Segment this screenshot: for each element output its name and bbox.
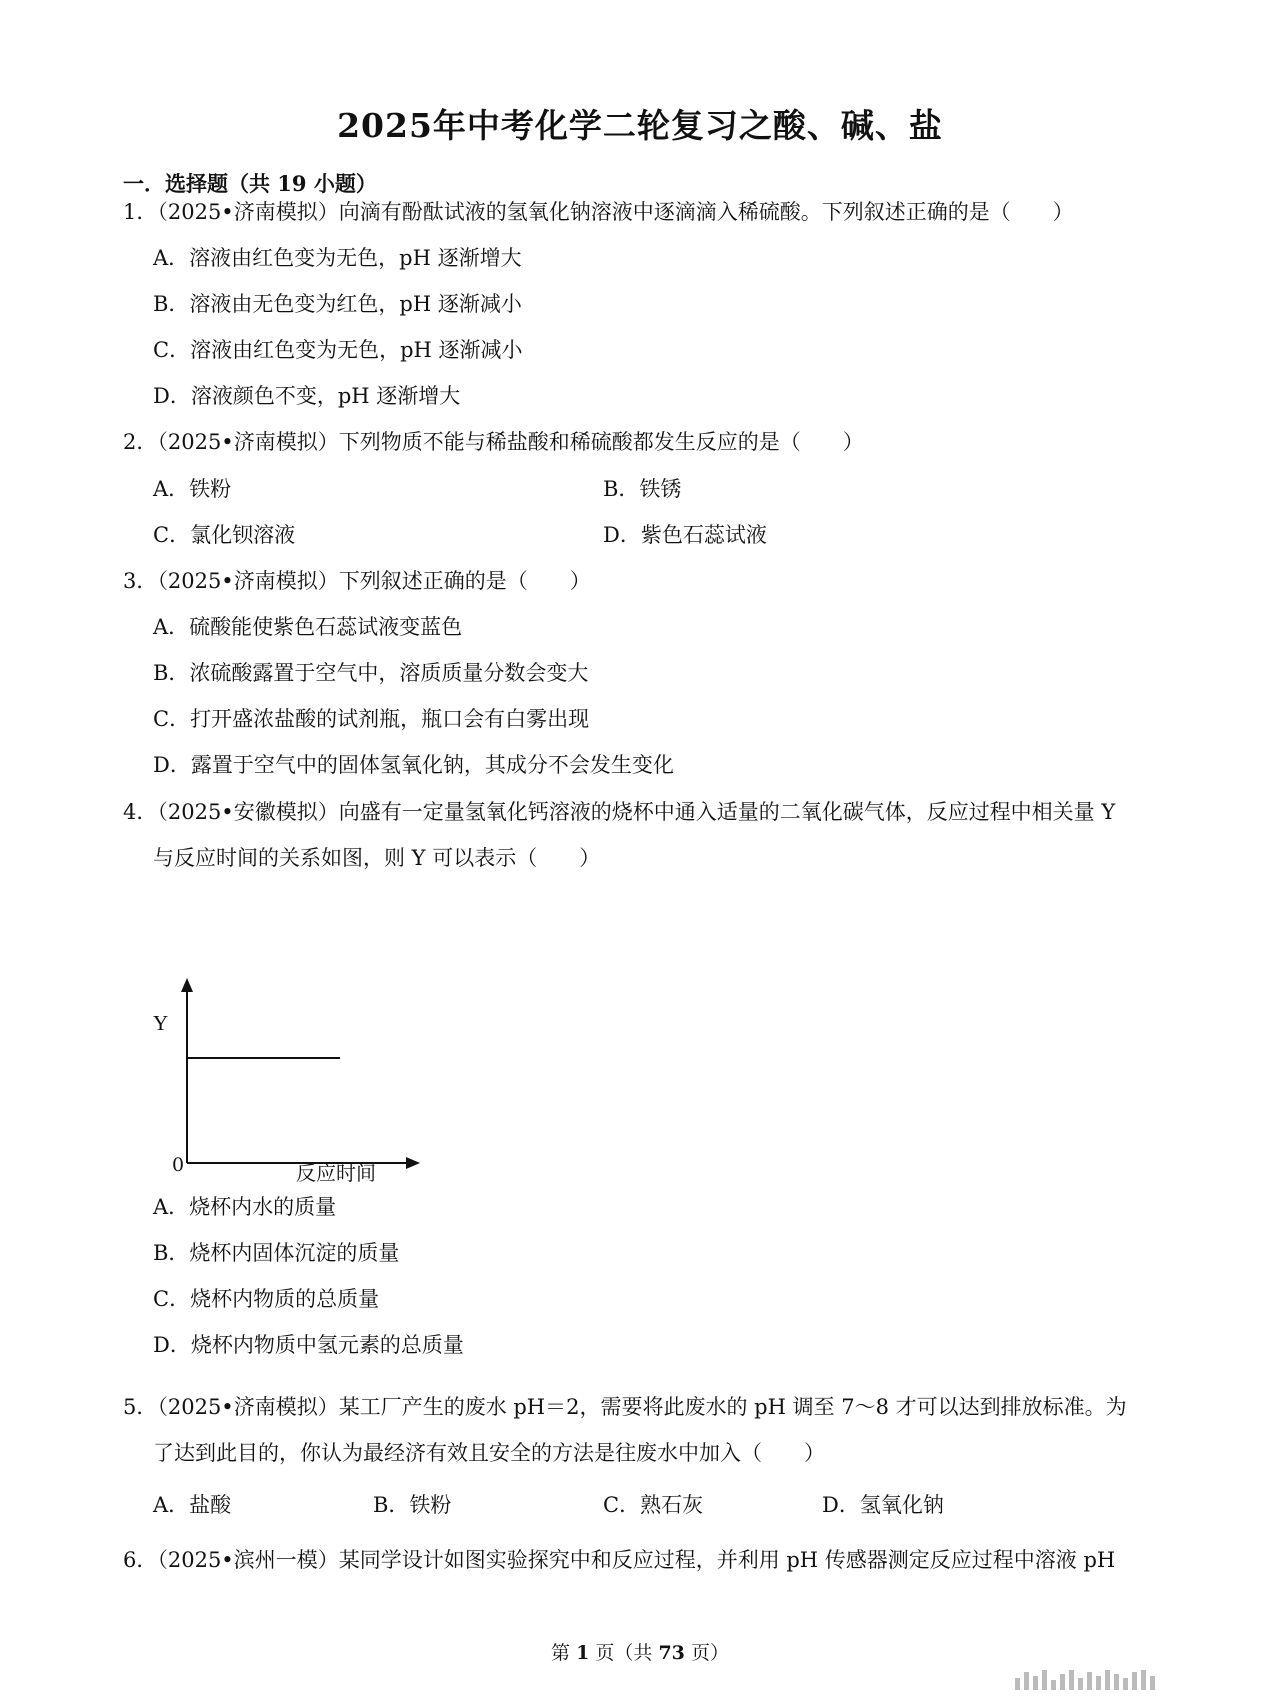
footer-prefix: 第 xyxy=(551,1642,571,1664)
question-5-option-d: D．氢氧化钠 xyxy=(822,1493,944,1517)
question-1-option-b: B．溶液由无色变为红色，pH 逐渐减小 xyxy=(153,292,522,316)
question-4-figure xyxy=(140,975,430,1175)
question-3-option-b: B．浓硫酸露置于空气中，溶质质量分数会变大 xyxy=(153,661,589,685)
question-2-option-c: C．氯化钡溶液 xyxy=(153,523,296,547)
origin-label-text: 0 xyxy=(172,1154,185,1176)
question-1-option-c: C．溶液由红色变为无色，pH 逐渐减小 xyxy=(153,338,523,362)
question-6-stem: 6．（2025•滨州一模）某同学设计如图实验探究中和反应过程，并利用 pH 传感器测定反应过程中溶液 pH xyxy=(123,1548,1116,1572)
question-3-option-d: D．露置于空气中的固体氢氧化钠，其成分不会发生变化 xyxy=(153,753,674,777)
question-4-option-d: D．烧杯内物质中氢元素的总质量 xyxy=(153,1333,464,1357)
x-axis-label: 反应时间 xyxy=(296,1161,376,1185)
watermark-bars xyxy=(1015,1668,1245,1690)
question-2-option-d: D．紫色石蕊试液 xyxy=(603,523,767,547)
y-axis-label: Y xyxy=(153,1011,169,1035)
question-1-stem: 1．（2025•济南模拟）向滴有酚酞试液的氢氧化钠溶液中逐滴滴入稀硫酸。下列叙述正确的是（ ） xyxy=(123,200,1074,224)
question-4-stem-line2: 与反应时间的关系如图，则 Y 可以表示（ ） xyxy=(153,846,601,870)
question-2-stem: 2．（2025•济南模拟）下列物质不能与稀盐酸和稀硫酸都发生反应的是（ ） xyxy=(123,430,864,454)
footer-page-number: 1 xyxy=(576,1642,590,1664)
page-footer xyxy=(0,1640,1280,1666)
question-4-option-b: B．烧杯内固体沉淀的质量 xyxy=(153,1241,400,1265)
x-axis-arrow xyxy=(406,1157,420,1169)
page-title: 2025年中考化学二轮复习之酸、碱、盐 xyxy=(337,106,943,145)
question-5-stem-line2: 了达到此目的，你认为最经济有效且安全的方法是往废水中加入（ ） xyxy=(153,1441,825,1465)
footer-suffix: 页） xyxy=(690,1642,729,1664)
question-5-option-c: C．熟石灰 xyxy=(603,1493,704,1517)
question-5-stem-line1: 5．（2025•济南模拟）某工厂产生的废水 pH＝2，需要将此废水的 pH 调至 7～8 才可以达到排放标准。为 xyxy=(123,1395,1127,1419)
question-1-option-d: D．溶液颜色不变，pH 逐渐增大 xyxy=(153,384,461,408)
question-4-option-a: A．烧杯内水的质量 xyxy=(153,1195,337,1219)
question-3-option-c: C．打开盛浓盐酸的试剂瓶，瓶口会有白雾出现 xyxy=(153,707,590,731)
question-2-option-a: A．铁粉 xyxy=(153,477,232,501)
question-1-option-a: A．溶液由红色变为无色，pH 逐渐增大 xyxy=(153,246,522,270)
footer-middle: 页（共 xyxy=(595,1642,653,1664)
question-3-option-a: A．硫酸能使紫色石蕊试液变蓝色 xyxy=(153,615,463,639)
question-3-stem: 3．（2025•济南模拟）下列叙述正确的是（ ） xyxy=(123,569,591,593)
section-heading: 一．选择题（共 19 小题） xyxy=(123,171,377,196)
y-axis-arrow xyxy=(181,978,193,992)
question-2-option-b: B．铁锈 xyxy=(603,477,682,501)
footer-total-pages: 73 xyxy=(658,1642,685,1664)
question-4-option-c: C．烧杯内物质的总质量 xyxy=(153,1287,380,1311)
question-5-option-a: A．盐酸 xyxy=(153,1493,232,1517)
question-4-stem-line1: 4．（2025•安徽模拟）向盛有一定量氢氧化钙溶液的烧杯中通入适量的二氧化碳气体，反应过程中相关量 Y xyxy=(123,800,1116,824)
question-5-option-b: B．铁粉 xyxy=(373,1493,452,1517)
